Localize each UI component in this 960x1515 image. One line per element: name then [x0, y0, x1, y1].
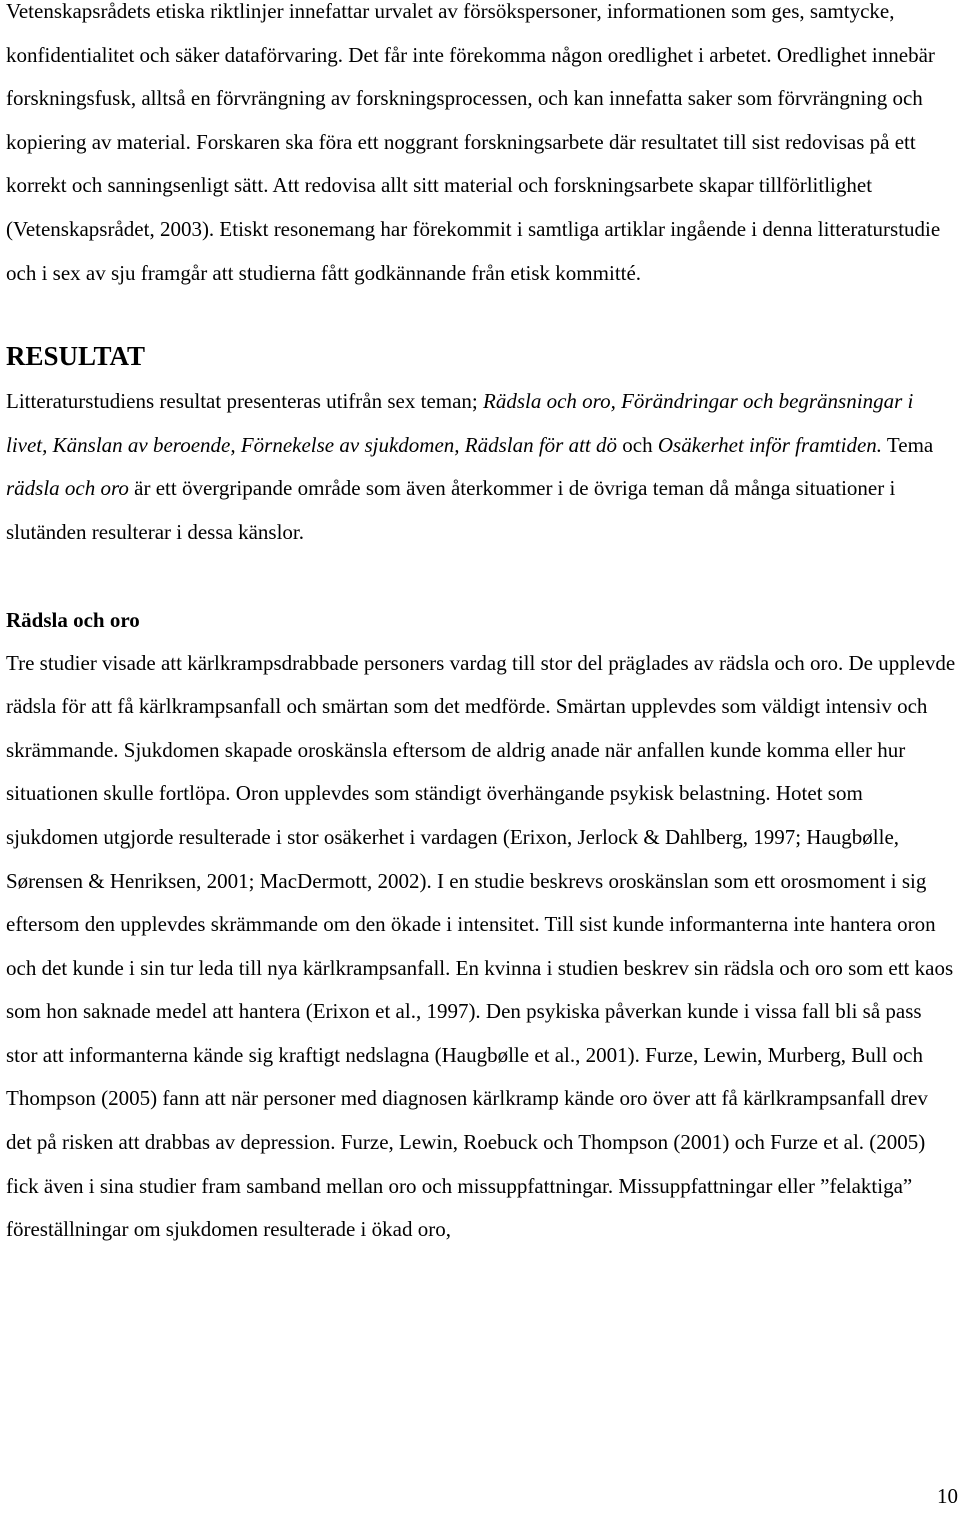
resultat-tema: rädsla och oro [6, 476, 129, 501]
document-page [6, 0, 956, 1252]
resultat-heading: RESULTAT [6, 341, 146, 372]
intro-paragraph: Vetenskapsrådets etiska riktlinjer innefattar urvalet av försökspersoner, informationen som ges, samtycke, konfidentialitet och säker dataförvaring. Det får inte förekomma någon oredlighet i arbetet. Oredlighet innebär forskningsfusk, alltså en förvrängning av forskningsprocessen, och kan innefatta saker som förvrängning och kopiering av material. Forskaren ska föra ett noggrant forskningsarbete där resultatet till sist redovisas på ett korrekt och sanningsenligt sätt. Att redovisa allt sitt material och forskningsarbete skapar tillförlitlighet (Vetenskapsrådet, 2003). Etiskt resonemang har förekommit i samtliga artiklar ingående i denna litteraturstudie och i sex av sju framgår att studierna fått godkännande från etisk kommitté. [6, 0, 941, 285]
resultat-text-b: Tema [882, 432, 934, 457]
resultat-text-c: är ett övergripande område som även återkommer i de övriga teman då många situationer i slutänden resulterar i dessa känslor. [6, 476, 896, 544]
resultat-theme-last: Osäkerhet inför framtiden. [657, 432, 883, 457]
resultat-paragraph [6, 380, 956, 554]
resultat-themes: Rädsla och oro, Förändringar och begränsningar i livet, Känslan av beroende, Förnekelse av sjukdomen, Rädslan för att dö [6, 389, 914, 457]
radsla-paragraph: Tre studier visade att kärlkrampsdrabbade personers vardag till stor del präglades av rädsla och oro. De upplevde rädsla för att få kärlkrampsanfall och smärtan som det medförde. Smärtan upplevdes som väldigt intensiv och skrämmande. Sjukdomen skapade oroskänsla eftersom de aldrig anade när anfallen kunde komma eller hur situationen skulle fortlöpa. Oron upplevdes som ständigt överhängande psykisk belastning. Hotet som sjukdomen utgjorde resulterade i stor osäkerhet i vardagen (Erixon, Jerlock & Dahlberg, 1997; Haugbølle, Sørensen & Henriksen, 2001; MacDermott, 2002). I en studie beskrevs oroskänslan som ett orosmoment i sig eftersom den upplevdes skrämmande om den ökade i intensitet. Till sist kunde informanterna inte hantera oron och det kunde i sin tur leda till nya kärlkrampsanfall. En kvinna i studien beskrev sin rädsla och oro som ett kaos som hon saknade medel att hantera (Erixon et al., 1997). Den psykiska påverkan kunde i vissa fall bli så pass stor att informanterna kände sig kraftigt nedslagna (Haugbølle et al., 2001). Furze, Lewin, Murberg, Bull och Thompson (2005) fann att när personer med diagnosen kärlkramp kände oro över att få kärlkrampsanfall drev det på risken att drabbas av depression. Furze, Lewin, Roebuck och Thompson (2001) och Furze et al. (2005) fick även i sina studier fram samband mellan oro och missuppfattningar. Missuppfattningar eller ”felaktiga” föreställningar om sjukdomen resulterade i ökad oro, [6, 650, 956, 1242]
resultat-text-a: Litteraturstudiens resultat presenteras utifrån sex teman; [6, 389, 484, 414]
resultat-och: och [617, 432, 658, 457]
page-number: 10 [937, 1484, 958, 1508]
radsla-heading: Rädsla och oro [6, 607, 140, 632]
